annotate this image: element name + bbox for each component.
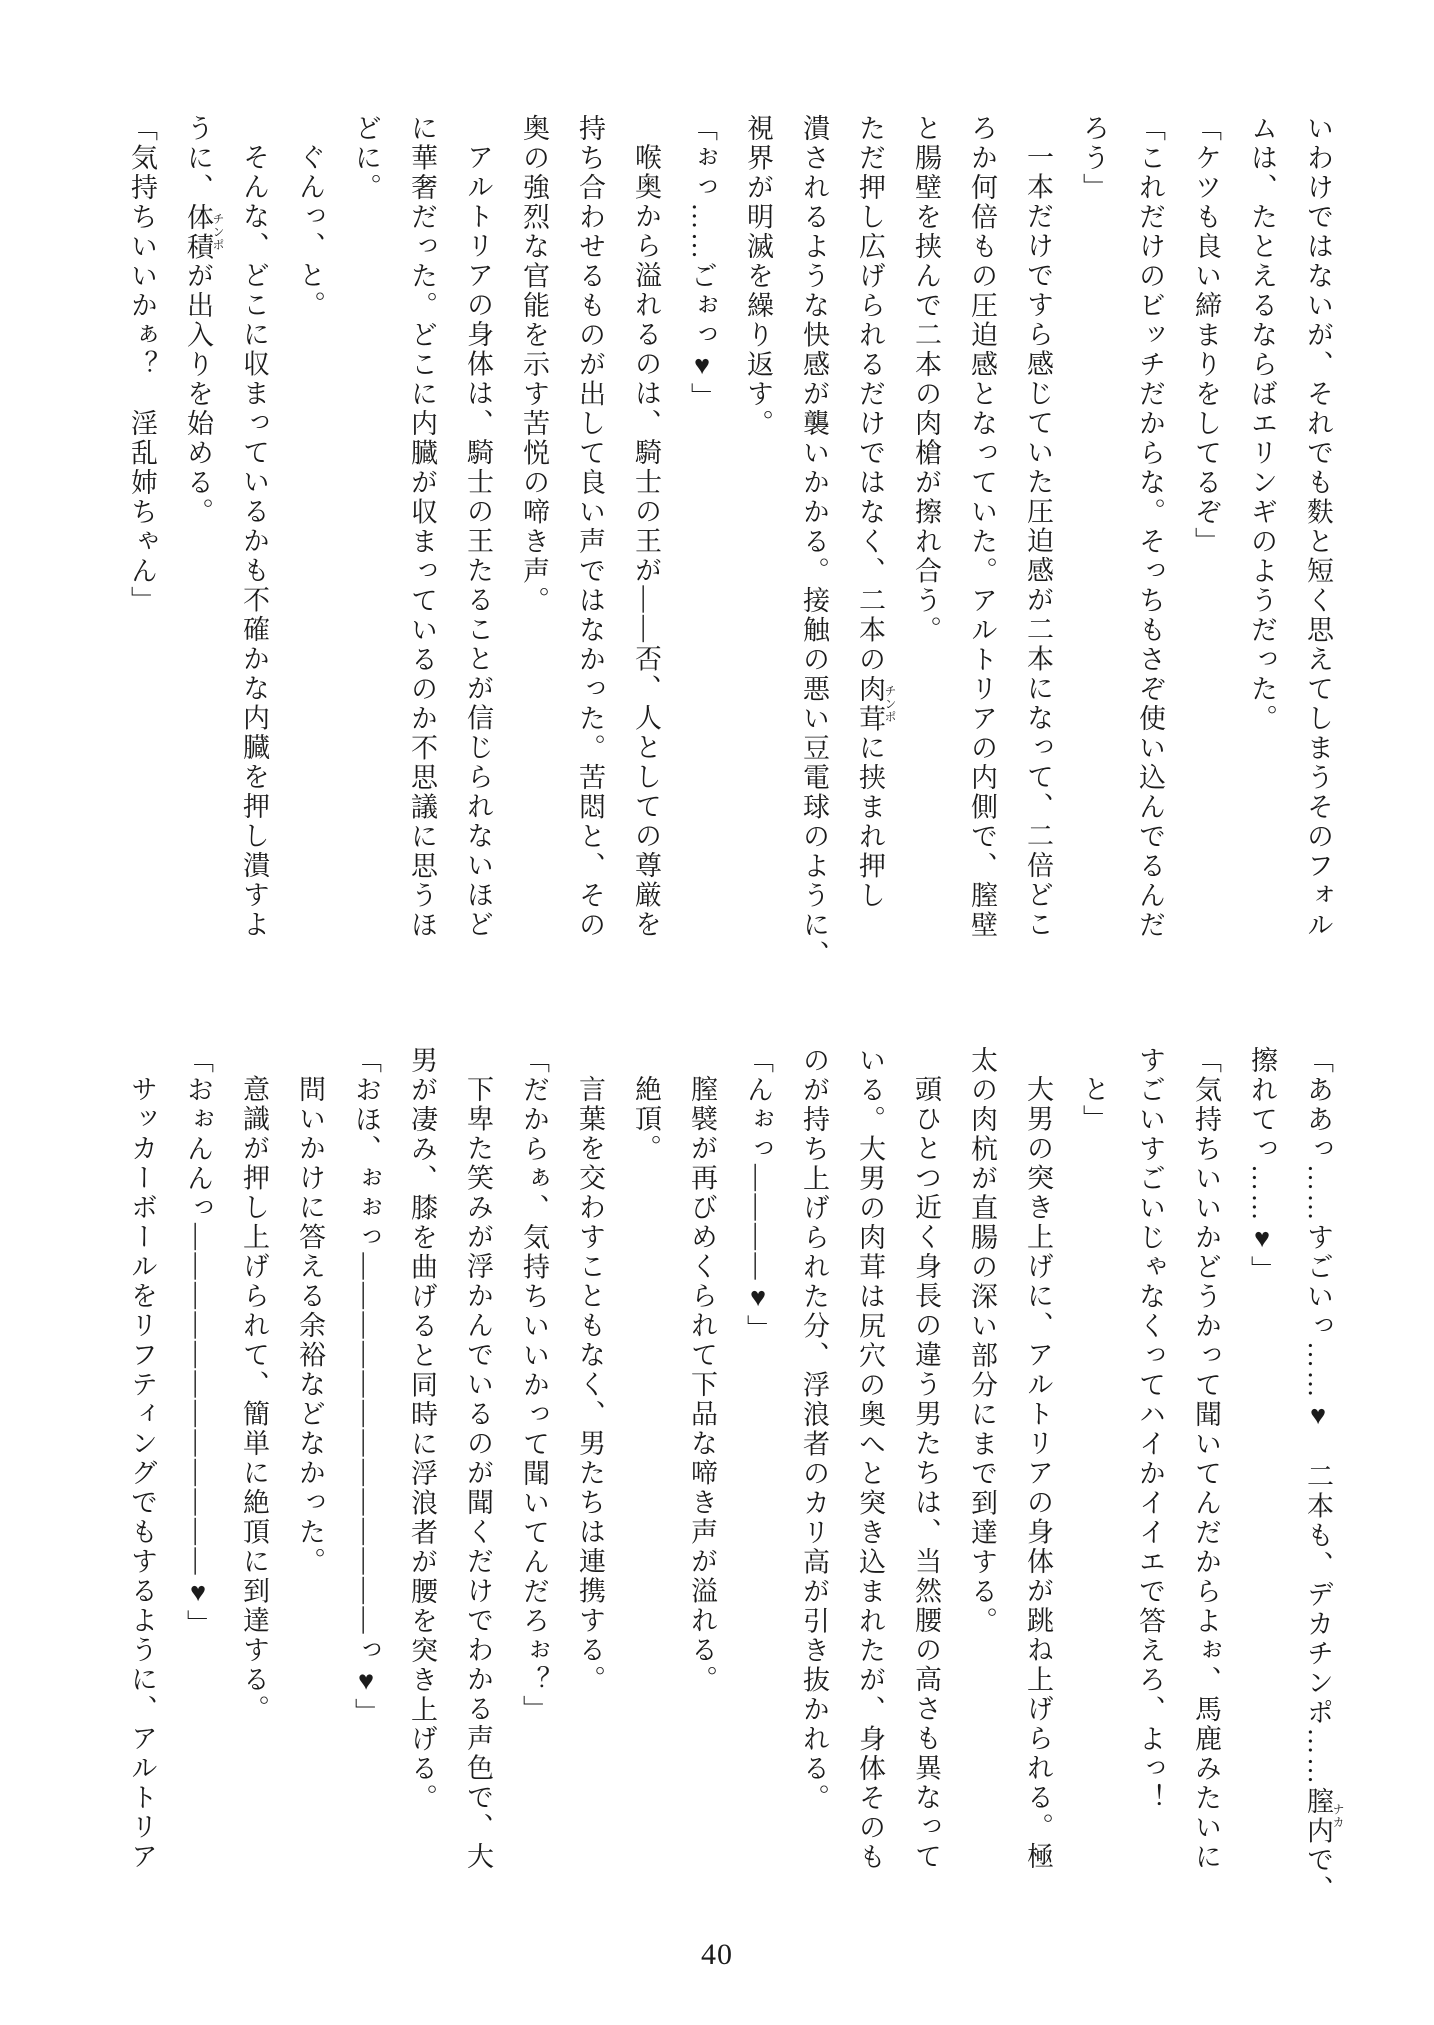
text-column: 持ち合わせるものが出して良い声ではなかった。苦悶と、その bbox=[575, 114, 605, 940]
text-column: 問いかけに答える余裕などなかった。 bbox=[295, 1075, 325, 1577]
text-column: 大男の突き上げに、アルトリアの身体が跳ね上げられる。極 bbox=[1023, 1075, 1053, 1872]
text-column: 「おぉんんっ――――――――――――♥」 bbox=[183, 1046, 213, 1639]
text-column: 「ケツも良い締まりをしてるぞ」 bbox=[1191, 114, 1221, 557]
text-column: 視界が明滅を繰り返す。 bbox=[743, 114, 773, 439]
text-column: 「んぉっ――――♥」 bbox=[743, 1046, 773, 1344]
text-column: 頭ひとつ近く身長の違う男たちは、当然腰の高さも異なって bbox=[911, 1075, 941, 1872]
text-column: サッカーボールをリフティングでもするように、アルトリア bbox=[127, 1075, 157, 1872]
text-column: ろか何倍もの圧迫感となっていた。アルトリアの内側で、膣壁 bbox=[967, 114, 997, 940]
text-column: 言葉を交わすこともなく、男たちは連携する。 bbox=[575, 1075, 605, 1695]
furigana-ruby: 膣内ナカ bbox=[1303, 1786, 1345, 1846]
text-column: と腸壁を挟んで二本の肉槍が擦れ合う。 bbox=[911, 114, 941, 645]
text-column: 「気持ちいいかどうかって聞いてんだからよぉ、馬鹿みたいに bbox=[1191, 1046, 1221, 1872]
text-column: ムは、たとえるならばエリンギのようだった。 bbox=[1247, 114, 1277, 734]
text-column: 一本だけですら感じていた圧迫感が二本になって、二倍どこ bbox=[1023, 143, 1053, 940]
text-column: 絶頂。 bbox=[631, 1075, 661, 1164]
text-column: いわけではないが、それでも麩と短く思えてしまうそのフォル bbox=[1303, 114, 1333, 940]
text-column: どに。 bbox=[351, 114, 381, 203]
furigana-text: チンポ bbox=[883, 674, 897, 734]
text-column: 「ぉっ……ごぉっ♥」 bbox=[687, 114, 717, 412]
text-column: 「気持ちいいかぁ？ 淫乱姉ちゃん」 bbox=[127, 114, 157, 616]
text-column: 意識が押し上げられて、簡単に絶頂に到達する。 bbox=[239, 1075, 269, 1724]
furigana-ruby: 肉茸チンポ bbox=[855, 674, 897, 734]
text-column: に華奢だった。どこに内臓が収まっているのか不思議に思うほ bbox=[407, 114, 437, 940]
furigana-ruby: 体積チンポ bbox=[183, 202, 225, 262]
lower-text-block bbox=[106, 1046, 1346, 1976]
text-column: と」 bbox=[1079, 1075, 1109, 1134]
text-column: 太の肉杭が直腸の深い部分にまで到達する。 bbox=[967, 1046, 997, 1636]
text-column: のが持ち上げられた分、浮浪者のカリ高が引き抜かれる。 bbox=[799, 1046, 829, 1813]
text-column: 奥の強烈な官能を示す苦悦の啼き声。 bbox=[519, 114, 549, 616]
furigana-text: チンポ bbox=[211, 202, 225, 262]
furigana-text: ナカ bbox=[1331, 1786, 1345, 1846]
text-column: 膣襞が再びめくられて下品な啼き声が溢れる。 bbox=[687, 1075, 717, 1695]
text-column: ただ押し広げられるだけではなく、二本の肉茸チンポに挟まれ押し bbox=[855, 114, 897, 911]
text-column: アルトリアの身体は、騎士の王たることが信じられないほど bbox=[463, 143, 493, 940]
text-column: そんな、どこに収まっているかも不確かな内臓を押し潰すよ bbox=[239, 143, 269, 940]
text-column: いる。大男の肉茸は尻穴の奥へと突き込まれたが、身体そのも bbox=[855, 1046, 885, 1872]
text-column: 「おほ、ぉぉっ―――――――――――――っ♥」 bbox=[351, 1046, 381, 1728]
text-column: 「ああっ……すごいっ……♥ 二本も、デカチンポ……膣内ナカで、 bbox=[1303, 1046, 1345, 1905]
text-column: 潰されるような快感が襲いかかる。接触の悪い豆電球のように、 bbox=[799, 114, 829, 970]
upper-text-block bbox=[106, 114, 1346, 1014]
text-column: ろう」 bbox=[1079, 114, 1109, 203]
text-column: すごいすごいじゃなくってハイかイイエで答えろ、よっ！ bbox=[1135, 1046, 1165, 1813]
text-column: 男が凄み、膝を曲げると同時に浮浪者が腰を突き上げる。 bbox=[407, 1046, 437, 1813]
text-column: 擦れてっ……♥」 bbox=[1247, 1046, 1277, 1285]
text-column: 下卑た笑みが浮かんでいるのが聞くだけでわかる声色で、大 bbox=[463, 1075, 493, 1872]
text-column: 「だからぁ、気持ちいいかって聞いてんだろぉ？」 bbox=[519, 1046, 549, 1725]
text-column: 「これだけのビッチだからな。そっちもさぞ使い込んでるんだ bbox=[1135, 114, 1165, 940]
page-number: 40 bbox=[701, 1938, 733, 1971]
text-column: 喉奥から溢れるのは、騎士の王が――否、人としての尊厳を bbox=[631, 143, 661, 940]
text-column: ぐんっ、と。 bbox=[295, 143, 325, 320]
text-column: うに、体積チンポが出入りを始める。 bbox=[183, 114, 225, 527]
